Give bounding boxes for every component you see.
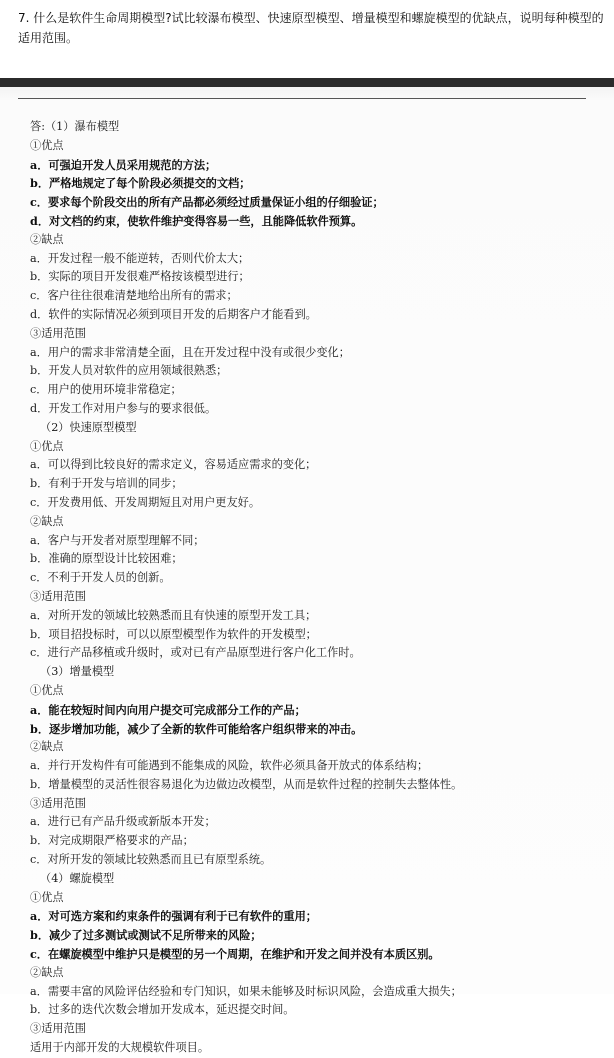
answer-line: c．不利于开发人员的创新。 bbox=[30, 571, 171, 585]
answer-line: （2）快速原型模型 bbox=[40, 420, 137, 434]
answer-line: a．需要丰富的风险评估经验和专门知识，如果未能够及时标识风险，会造成重大损失； bbox=[30, 984, 462, 998]
answer-line: 适用于内部开发的大规模软件项目。 bbox=[30, 1041, 210, 1055]
answer-line: d．对文档的约束，使软件维护变得容易一些，且能降低软件预算。 bbox=[30, 213, 363, 228]
answer-line: a．开发过程一般不能逆转，否则代价太大； bbox=[30, 251, 250, 265]
answer-line: ①优点 bbox=[30, 439, 64, 453]
page-header-rule bbox=[18, 98, 586, 99]
answer-line: ③适用范围 bbox=[30, 589, 86, 603]
answer-line: c．进行产品移植或升级时，或对已有产品原型进行客户化工作时。 bbox=[30, 646, 361, 660]
answer-line: b．开发人员对软件的应用领域很熟悉； bbox=[30, 364, 228, 378]
answer-line: a．对可选方案和约束条件的强调有利于已有软件的重用； bbox=[30, 909, 317, 924]
answer-line: b．逐步增加功能，减少了全新的软件可能给客户组织带来的冲击。 bbox=[30, 721, 363, 736]
answer-line: c．开发费用低、开发周期短且对用户更友好。 bbox=[30, 495, 261, 509]
answer-line: c．要求每个阶段交出的所有产品都必须经过质量保证小组的仔细验证； bbox=[30, 195, 384, 210]
answer-line: a．能在较短时间内向用户提交可完成部分工作的产品； bbox=[30, 702, 306, 717]
answer-line: b．过多的迭代次数会增加开发成本，延迟提交时间。 bbox=[30, 1003, 295, 1017]
answer-line: ②缺点 bbox=[30, 514, 64, 528]
answer-line: a．并行开发构件有可能遇到不能集成的风险，软件必须具备开放式的体系结构； bbox=[30, 759, 429, 773]
answer-line: ③适用范围 bbox=[30, 326, 86, 340]
answer-line: b．对完成期限严格要求的产品； bbox=[30, 834, 194, 848]
answer-line: ①优点 bbox=[30, 890, 64, 904]
answer-line: b．增量模型的灵活性很容易退化为边做边改模型，从而是软件过程的控制失去整体性。 bbox=[30, 777, 463, 791]
answer-line: c．客户往往很难清楚地给出所有的需求； bbox=[30, 289, 238, 303]
answer-line: b．实际的项目开发很难严格按该模型进行； bbox=[30, 270, 250, 284]
answer-line: a．客户与开发者对原型理解不同； bbox=[30, 533, 205, 547]
answer-line: b．项目招投标时，可以以原型模型作为软件的开发模型； bbox=[30, 627, 317, 641]
answer-line: ②缺点 bbox=[30, 965, 64, 979]
answer-line: c．用户的使用环境非常稳定； bbox=[30, 383, 182, 397]
answer-line: ②缺点 bbox=[30, 232, 64, 246]
answer-line: d．开发工作对用户参与的要求很低。 bbox=[30, 401, 217, 415]
answer-line: a．用户的需求非常清楚全面，且在开发过程中没有或很少变化； bbox=[30, 345, 350, 359]
answer-line: ①优点 bbox=[30, 138, 64, 152]
answer-line: ②缺点 bbox=[30, 740, 64, 754]
answer-line: a．可以得到比较良好的需求定义，容易适应需求的变化； bbox=[30, 458, 317, 472]
answer-body bbox=[30, 118, 600, 1058]
answer-line: b．严格地规定了每个阶段必须提交的文档； bbox=[30, 176, 251, 191]
answer-line: 答:（1）瀑布模型 bbox=[30, 120, 120, 133]
answer-line: b．减少了过多测试或测试不足所带来的风险； bbox=[30, 928, 262, 943]
answer-line: a．可强迫开发人员采用规范的方法； bbox=[30, 157, 217, 172]
answer-line: ③适用范围 bbox=[30, 1022, 86, 1036]
answer-line: ①优点 bbox=[30, 683, 64, 697]
answer-line: b．有利于开发与培训的同步； bbox=[30, 477, 183, 491]
answer-line: b．准确的原型设计比较困难； bbox=[30, 552, 183, 566]
answer-line: c．在螺旋模型中维护只是模型的另一个周期，在维护和开发之间并没有本质区别。 bbox=[30, 947, 440, 962]
answer-line: ③适用范围 bbox=[30, 796, 86, 810]
answer-line: a．对所开发的领域比较熟悉而且有快速的原型开发工具； bbox=[30, 608, 317, 622]
question-text: 7. 什么是软件生命周期模型?试比较瀑布模型、快速原型模型、增量模型和螺旋模型的优缺点，说明每种模型的适用范围。 bbox=[18, 11, 604, 45]
answer-line: c．对所开发的领域比较熟悉而且已有原型系统。 bbox=[30, 853, 272, 867]
section-divider bbox=[0, 78, 614, 87]
answer-line: （4）螺旋模型 bbox=[40, 871, 115, 885]
answer-line: d．软件的实际情况必须到项目开发的后期客户才能看到。 bbox=[30, 307, 317, 321]
answer-line: a．进行已有产品升级或新版本开发； bbox=[30, 815, 216, 829]
answer-line: （3）增量模型 bbox=[40, 665, 115, 679]
